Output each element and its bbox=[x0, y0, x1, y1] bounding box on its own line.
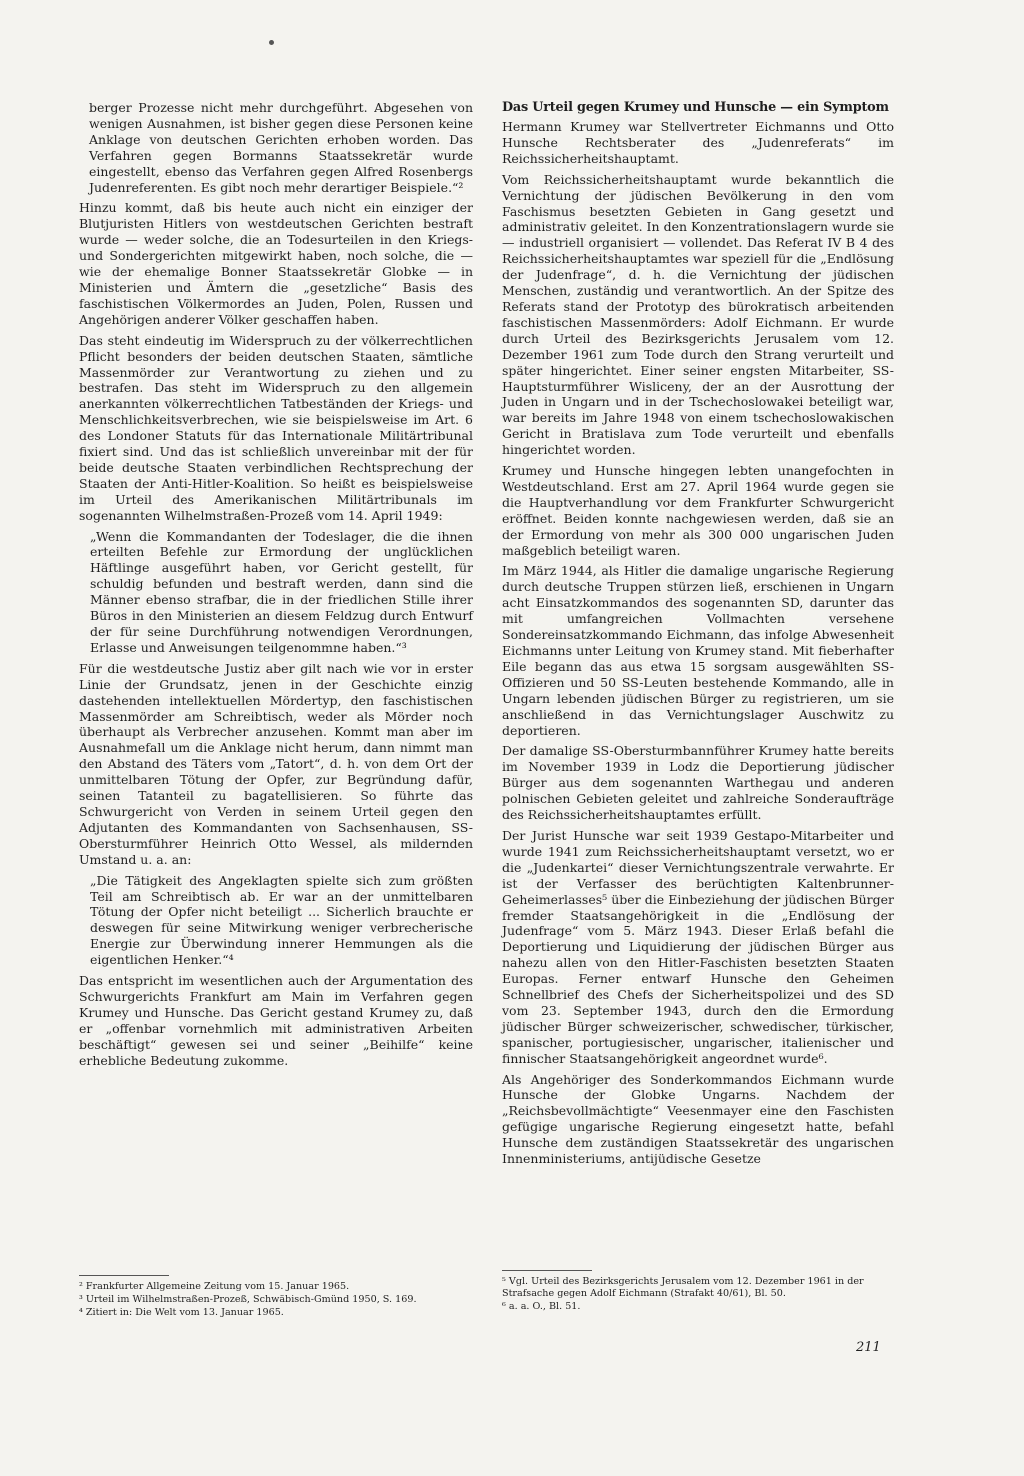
ink-dot bbox=[269, 40, 274, 45]
paragraph: Als Angehöriger des Sonderkommandos Eichmann wurde Hunsche der Globke Ungarns. Nachdem der „Reichsbevollmächtigte“ Veesenmayer eine den Faschisten gefügige ungarische Regierung eingesetzt hatte, befahl Hunsche dem zuständigen Staatssekretär des ungarischen Innenministeriums, antijüdische Gesetze bbox=[502, 1071, 894, 1167]
right-column bbox=[502, 100, 894, 1172]
footnote: ⁶ a. a. O., Bl. 51. bbox=[502, 1301, 581, 1312]
paragraph: Hinzu kommt, daß bis heute auch nicht ein einziger der Blutjuristen Hitlers von westdeutschen Gerichten bestraft wurde — weder solche, die an Todesurteilen in den Kriegs- und Sondergerichten mitgewirkt haben, noch solche, die — wie der ehemalige Bonner Staatssekretär Globke — in Ministerien und Ämtern die „gesetzliche“ Basis des faschistischen Völkermordes an Juden, Polen, Russen und Angehörigen anderer Völker geschaffen haben. bbox=[79, 200, 473, 327]
page-number: 211 bbox=[856, 1340, 881, 1355]
paragraph: Das steht eindeutig im Widerspruch zu der völkerrechtlichen Pflicht besonders der beiden deutschen Staaten, sämtliche Massenmörder zur Verantwortung zu ziehen und zu bestrafen. Das steht im Widerspruch zu den allgemein anerkannten völkerrechtlichen Tatbeständen der Kriegs- und Menschlichkeitsverbrechen, wie sie beispielsweise im Art. 6 des Londoner Statuts für das Internationale Militärtribunal fixiert sind. Und das ist schließlich unvereinbar mit der für beide deutsche Staaten verbindlichen Rechtsprechung der Staaten der Anti-Hitler-Koalition. So heißt es beispielsweise im Urteil des Amerikanischen Militärtribunals im sogenannten Wilhelmstraßen-Prozeß vom 14. April 1949: bbox=[79, 332, 473, 523]
footnote: ² Frankfurter Allgemeine Zeitung vom 15. Januar 1965. bbox=[79, 1281, 350, 1292]
paragraph: Das entspricht im wesentlichen auch der Argumentation des Schwurgerichts Frankfurt am Main im Verfahren gegen Krumey und Hunsche. Das Gericht gestand Krumey zu, daß er „offenbar vornehmlich mit administrativen Arbeiten beschäftigt“ gewesen sei und seiner „Beihilfe“ keine erhebliche Bedeutung zukomme. bbox=[79, 973, 473, 1068]
left-column bbox=[79, 100, 473, 1073]
footnote: ⁴ Zitiert in: Die Welt vom 13. Januar 1965. bbox=[79, 1307, 284, 1318]
block-quote: „Wenn die Kommandanten der Todeslager, die die ihnen erteilten Befehle zur Ermordung der unglücklichen Häftlinge ausgeführt haben, vor Gericht gestellt, für schuldig befunden und bestraft werden, dann sind die Männer ebenso strafbar, die in der friedlichen Stille ihrer Büros in den Ministerien an diesem Feldzug durch Entwurf der für seine Durchführung notwendigen Verordnungen, Erlasse und Anweisungen teilgenommne haben.“³ bbox=[90, 528, 473, 655]
paragraph: Der Jurist Hunsche war seit 1939 Gestapo-Mitarbeiter und wurde 1941 zum Reichssicherheitshauptamt versetzt, wo er die „Judenkartei“ dieser Vernichtungszentrale verwahrte. Er ist der Verfasser des berüchtigten Kaltenbrunner-Geheimerlasses⁵ über die Einbeziehung der jüdischen Bürger fremder Staatsangehörigkeit in die „Endlösung der Judenfrage“ vom 5. März 1943. Dieser Erlaß befahl die Deportierung und Liquidierung der jüdischen Bürger aus nahezu allen von den Hitler-Faschisten besetzten Staaten Europas. Ferner entwarf Hunsche den Geheimen Schnellbrief des Chefs der Sicherheitspolizei und des SD vom 23. September 1943, durch den die Ermordung jüdischer Bürger schweizerischer, schwedischer, türkischer, spanischer, portugiesischer, ungarischer, italienischer und finnischer Staatsangehörigkeit angeordnet wurde⁶. bbox=[502, 827, 894, 1066]
footnote-divider bbox=[79, 1275, 169, 1276]
footnote-divider bbox=[502, 1270, 592, 1271]
paragraph: berger Prozesse nicht mehr durchgeführt. Abgesehen von wenigen Ausnahmen, ist bisher gegen diese Personen keine Anklage von deutschen Gerichten erhoben worden. Das Verfahren gegen Bormanns Staatssekretär wurde eingestellt, ebenso das Verfahren gegen Alfred Rosenbergs Judenreferenten. Es gibt noch mehr derartiger Beispiele.“² bbox=[89, 100, 473, 195]
paragraph: Krumey und Hunsche hingegen lebten unangefochten in Westdeutschland. Erst am 27. April 1964 wurde gegen sie die Hauptverhandlung vor dem Frankfurter Schwurgericht eröffnet. Beiden konnte nachgewiesen werden, daß sie an der Ermordung von mehr als 300 000 ungarischen Juden maßgeblich beteiligt waren. bbox=[502, 463, 894, 558]
block-quote: „Die Tätigkeit des Angeklagten spielte sich zum größten Teil am Schreibtisch ab. Er war an der unmittelbaren Tötung der Opfer nicht beteiligt ... Sicherlich brauchte er deswegen für seine Mitwirkung weniger verbrecherische Energie zur Überwindung innerer Hemmungen als die eigentlichen Henker.“⁴ bbox=[90, 872, 473, 968]
paragraph: Der damalige SS-Obersturmbannführer Krumey hatte bereits im November 1939 in Lodz die Deportierung jüdischer Bürger aus dem sogenannten Warthegau und anderen polnischen Gebieten geleitet und zahlreiche Sonderaufträge des Reichssicherheitshauptamtes erfüllt. bbox=[502, 743, 894, 823]
paragraph: Im März 1944, als Hitler die damalige ungarische Regierung durch deutsche Truppen stürzen ließ, erschienen in Ungarn acht Einsatzkommandos des sogenannten SD, darunter das mit umfangreichen Vollmachten versehene Sondereinsatzkommando Eichmann, das infolge Abwesenheit Eichmanns unter Leitung von Krumey stand. Mit fieberhafter Eile begann das aus etwa 15 sorgsam ausgewählten SS-Offizieren und 50 SS-Leuten bestehende Kommando, alle in Ungarn lebenden jüdischen Bürger zu registrieren, um sie anschließend in das Vernichtungslager Auschwitz zu deportieren. bbox=[502, 563, 894, 738]
footnotes-right bbox=[502, 1276, 894, 1314]
footnote: ³ Urteil im Wilhelmstraßen-Prozeß, Schwäbisch-Gmünd 1950, S. 169. bbox=[79, 1294, 417, 1305]
paragraph: Für die westdeutsche Justiz aber gilt nach wie vor in erster Linie der Grundsatz, jenen in der Geschichte einzig dastehenden intellektuellen Mördertyp, den faschistischen Massenmörder am Schreibtisch, weder als Mörder noch überhaupt als Verbrecher anzusehen. Kommt man aber im Ausnahmefall um die Anklage nicht herum, dann nimmt man den Abstand des Täters vom „Tatort“, d. h. von dem Ort der unmittelbaren Tötung der Opfer, zur Begründung dafür, seinen Tatanteil zu bagatellisieren. So führte das Schwurgericht von Verden in seinem Urteil gegen den Adjutanten des Kommandanten von Sachsenhausen, SS-Obersturmführer Heinrich Otto Wessel, als mildernden Umstand u. a. an: bbox=[79, 660, 473, 867]
paragraph: Vom Reichssicherheitshauptamt wurde bekanntlich die Vernichtung der jüdischen Bevölkerung in den vom Faschismus besetzten Gebieten in Gang gesetzt und administrativ geleitet. In den Konzentrationslagern wurde sie — industriell organisiert — vollendet. Das Referat IV B 4 des Reichssicherheitshauptamtes war speziell für die „Endlösung der Judenfrage“, d. h. die Vernichtung der jüdischen Menschen, zuständig und verantwortlich. An der Spitze des Referats stand der Prototyp des bürokratisch arbeitenden faschistischen Massenmörders: Adolf Eichmann. Er wurde durch Urteil des Bezirksgerichts Jerusalem vom 12. Dezember 1961 zum Tode durch den Strang verurteilt und später hingerichtet. Einer seiner engsten Mitarbeiter, SS-Hauptsturmführer Wisliceny, der an der Ausrottung der Juden in Ungarn und in der Tschechoslowakei beteiligt war, war bereits im Jahre 1948 von einem tschechoslowakischen Gericht in Bratislava zum Tode verurteilt und ebenfalls hingerichtet worden. bbox=[502, 171, 894, 458]
footnote: ⁵ Vgl. Urteil des Bezirksgerichts Jerusalem vom 12. Dezember 1961 in der Strafsache gegen Adolf Eichmann (Strafakt 40/61), Bl. 50. bbox=[502, 1276, 864, 1299]
paragraph: Hermann Krumey war Stellvertreter Eichmanns und Otto Hunsche Rechtsberater des „Judenreferats“ im Reichssicherheitshauptamt. bbox=[502, 119, 894, 166]
section-heading: Das Urteil gegen Krumey und Hunsche — ein Symptom bbox=[502, 100, 889, 115]
footnotes-left bbox=[79, 1281, 473, 1320]
